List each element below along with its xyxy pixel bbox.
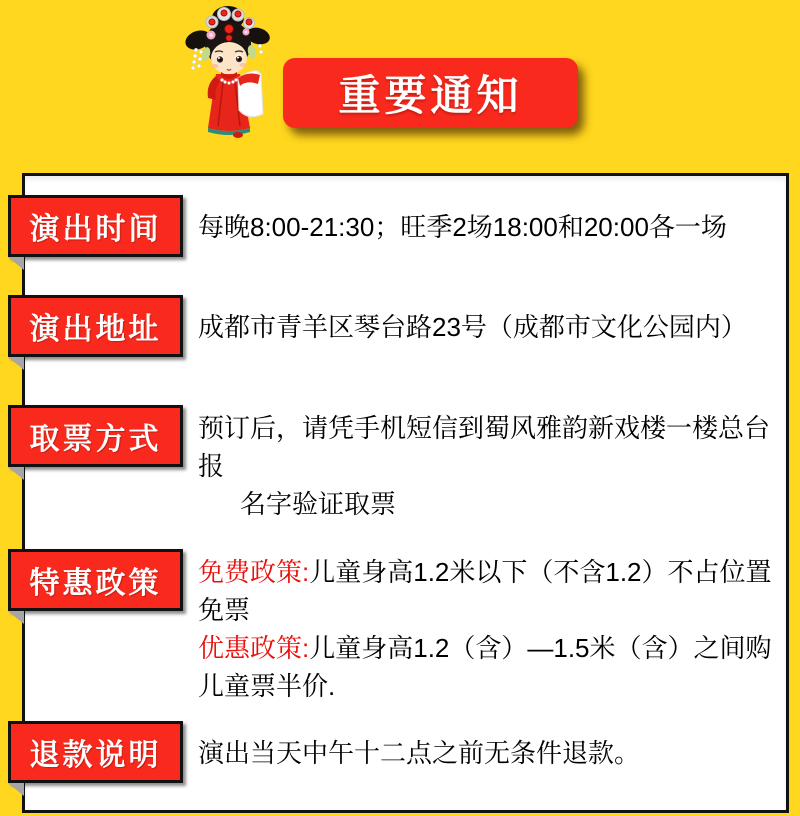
special-policy-label: 特惠政策 xyxy=(8,549,183,611)
venue-address-label: 演出地址 xyxy=(8,295,183,357)
ribbon-fold xyxy=(8,357,24,370)
refund-info-text: 演出当天中午十二点之前无条件退款。 xyxy=(198,738,641,768)
ticket-pickup-line1: 预订后，请凭手机短信到蜀风雅韵新戏楼一楼总台报 xyxy=(198,413,771,481)
show-time-label: 演出时间 xyxy=(8,195,183,257)
special-policy-text xyxy=(198,549,786,705)
free-policy-text: 儿童身高1.2米以下（不含1.2）不占位置免票 xyxy=(198,557,772,625)
show-time-text: 每晚8:00-21:30；旺季2场18:00和20:00各一场 xyxy=(198,212,727,242)
row-show-time xyxy=(25,195,786,257)
free-policy-title: 免费政策: xyxy=(198,557,310,587)
header-area xyxy=(0,0,800,173)
row-refund-info xyxy=(25,721,786,783)
ticket-pickup-line2: 名字验证取票 xyxy=(240,489,397,519)
row-ticket-pickup xyxy=(25,405,786,523)
notice-card xyxy=(22,173,789,813)
ribbon-fold xyxy=(8,611,24,624)
page-title: 重要通知 xyxy=(338,72,523,119)
ribbon-fold xyxy=(8,257,24,270)
discount-policy-title: 优惠政策: xyxy=(198,633,310,663)
ribbon-fold xyxy=(8,467,24,480)
discount-policy-text: 儿童身高1.2（含）—1.5米（含）之间购儿童票半价. xyxy=(198,633,772,701)
ticket-pickup-text xyxy=(198,405,786,523)
opera-girl-mascot-icon xyxy=(178,2,278,142)
refund-info-label: 退款说明 xyxy=(8,721,183,783)
important-notice-banner xyxy=(283,58,578,128)
row-venue-address xyxy=(25,295,786,357)
venue-address-text: 成都市青羊区琴台路23号（成都市文化公园内） xyxy=(198,312,747,342)
ribbon-fold xyxy=(8,783,24,796)
row-special-policy xyxy=(25,549,786,705)
ticket-pickup-label: 取票方式 xyxy=(8,405,183,467)
